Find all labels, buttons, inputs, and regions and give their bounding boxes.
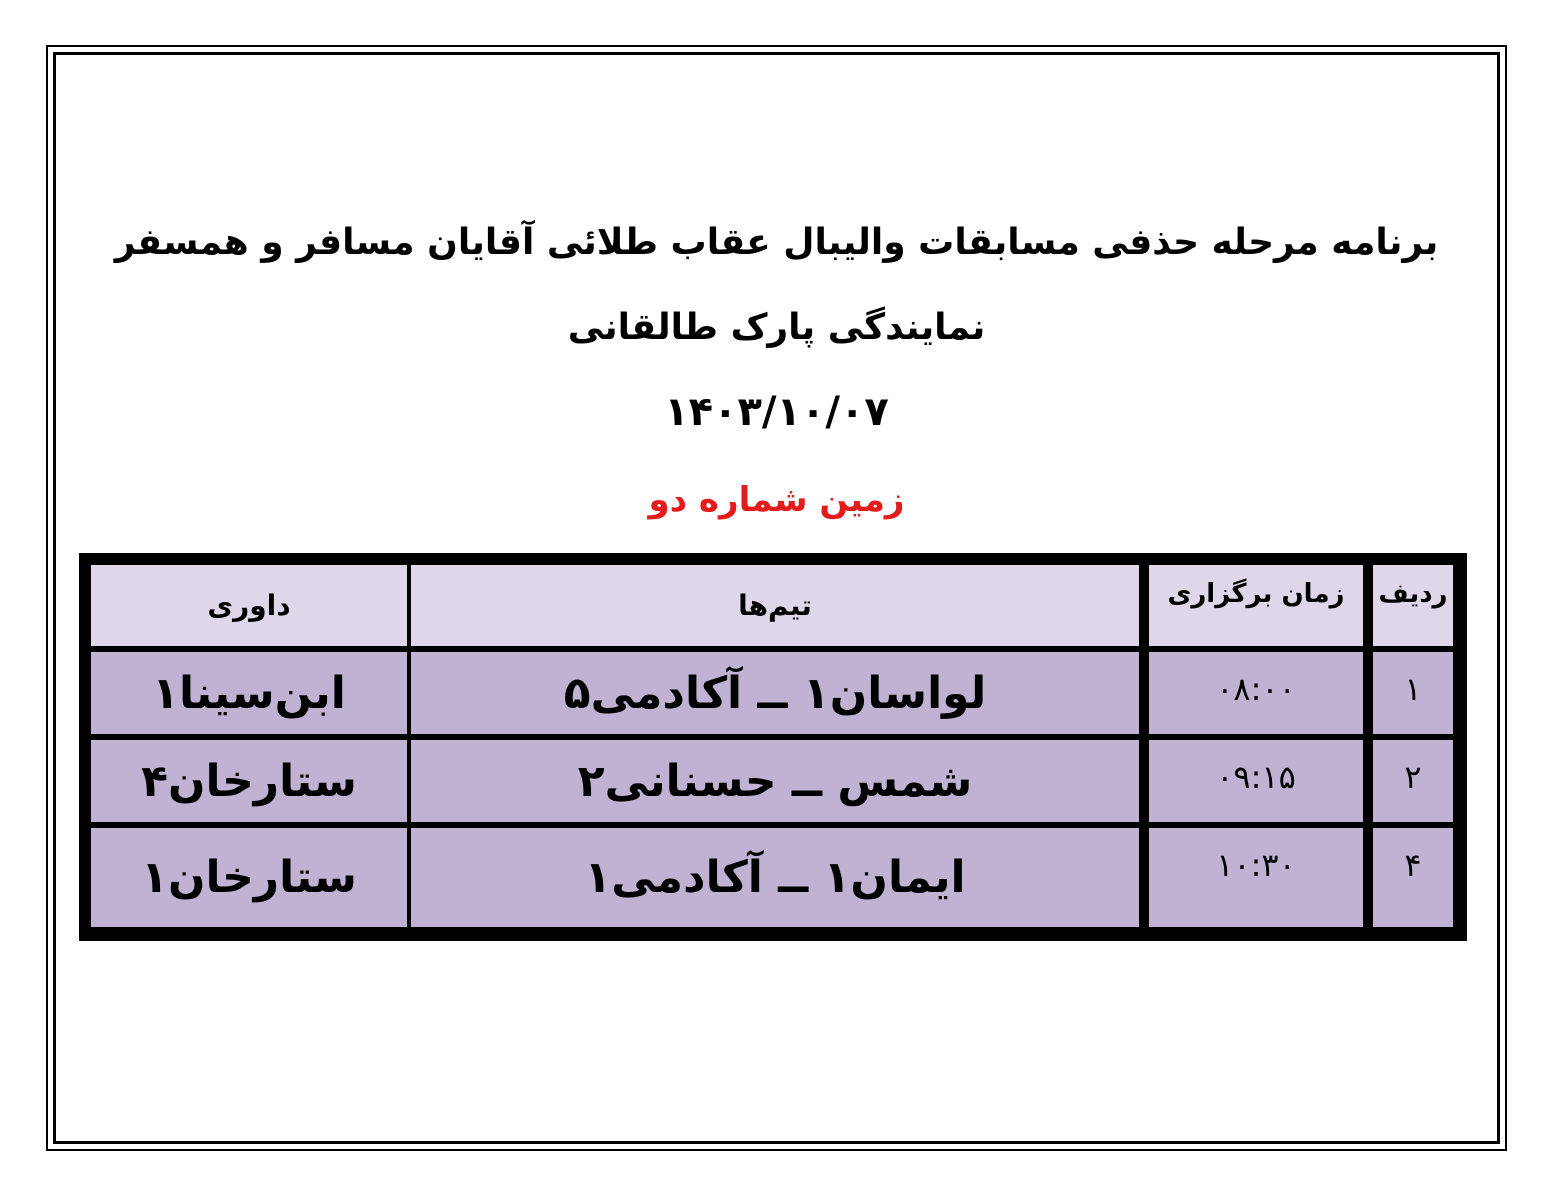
table-cell-teams: ایمان۱ ــ آکادمی۱	[411, 828, 1139, 927]
event-date: ۱۴۰۳/۱۰/۰۷	[664, 389, 889, 435]
table-cell-teams: لواسان۱ ــ آکادمی۵	[411, 652, 1139, 734]
column-header-row: ردیف	[1373, 565, 1453, 646]
table-cell-referee: ستارخان۴	[91, 740, 407, 822]
title-line-1: برنامه مرحله حذفی مسابقات والیبال عقاب طلائی آقایان مسافر و همسفر	[114, 222, 1439, 263]
table-cell-referee: ابن‌سینا۱	[91, 652, 407, 734]
column-header-referee: داوری	[91, 565, 407, 646]
court-label: زمین شماره دو	[648, 480, 905, 520]
table-cell-time: ۱۰:۳۰	[1149, 828, 1363, 927]
table-cell-row: ۱	[1373, 652, 1453, 734]
column-header-teams: تیم‌ها	[411, 565, 1139, 646]
table-cell-row: ۲	[1373, 740, 1453, 822]
table-cell-time: ۰۹:۱۵	[1149, 740, 1363, 822]
table-cell-row: ۴	[1373, 828, 1453, 927]
table-cell-teams: شمس ــ حسنانی۲	[411, 740, 1139, 822]
table-cell-referee: ستارخان۱	[91, 828, 407, 927]
table-cell-time: ۰۸:۰۰	[1149, 652, 1363, 734]
title-line-2: نمایندگی پارک طالقانی	[567, 307, 986, 348]
column-header-time: زمان برگزاری	[1149, 565, 1363, 646]
schedule-table	[79, 553, 1467, 941]
